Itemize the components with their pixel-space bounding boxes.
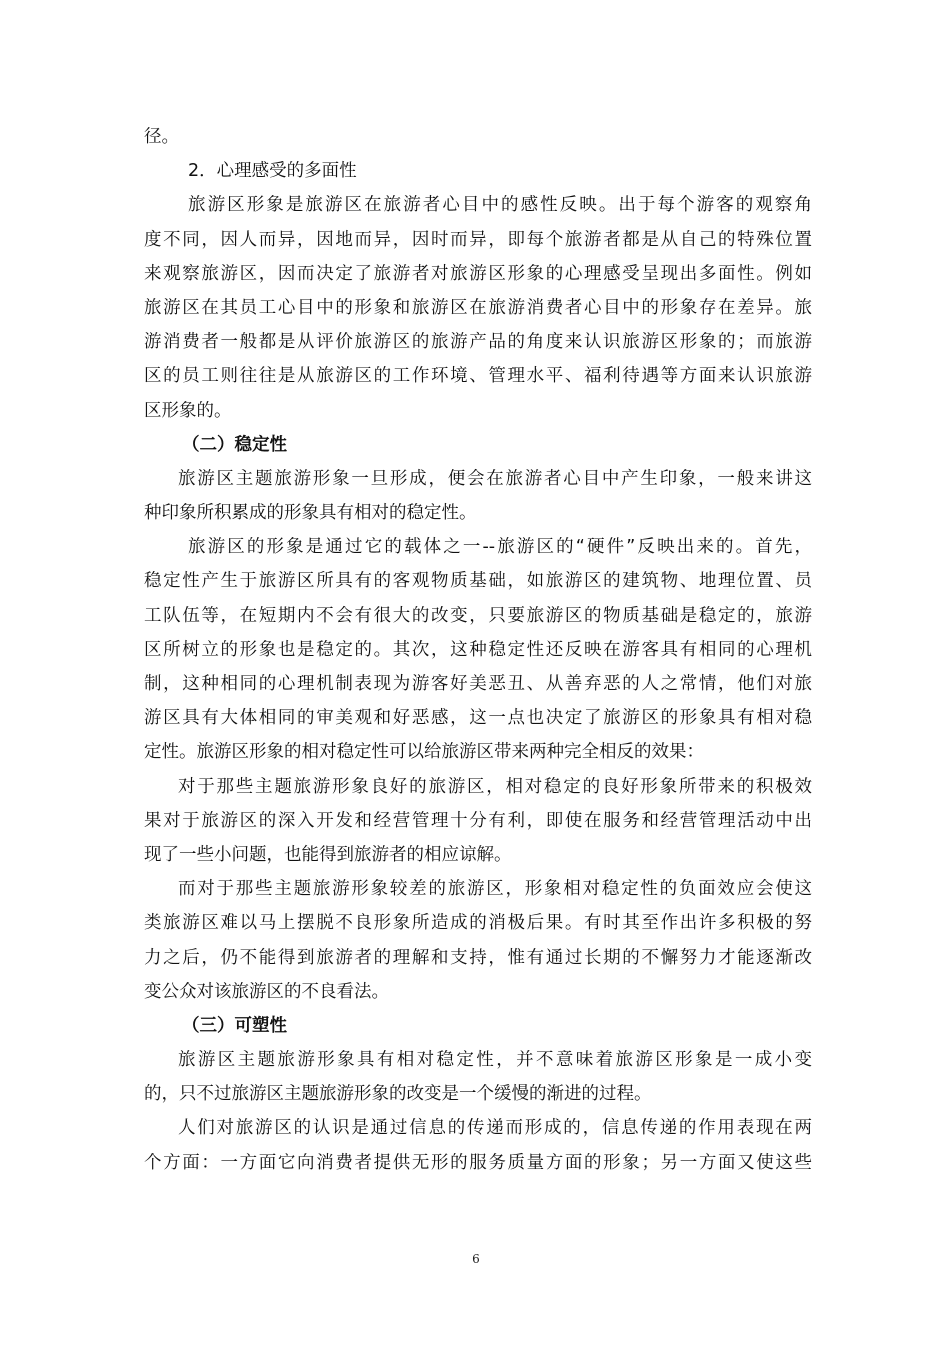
text-line: 种印象所积累成的形象具有相对的稳定性。 — [144, 503, 477, 524]
text-line: 力之后，仍不能得到旅游者的理解和支持，惟有通过长期的不懈努力才能逐渐改 — [144, 947, 812, 968]
text-line: 对于那些主题旅游形象良好的旅游区，相对稳定的良好形象所带来的积极效 — [178, 776, 812, 797]
text-line: 制，这种相同的心理机制表现为游客好美恶丑、从善弃恶的人之常情，他们对旅 — [144, 674, 812, 694]
text-line: 变公众对该旅游区的不良看法。 — [144, 981, 389, 1002]
text-line: 人们对旅游区的认识是通过信息的传递而形成的，信息传递的作用表现在两 — [178, 1118, 812, 1139]
text-line: 来观察旅游区，因而决定了旅游者对旅游区形象的心理感受呈现出多面性。例如 — [144, 263, 812, 284]
text-line: 个方面：一方面它向消费者提供无形的服务质量方面的形象；另一方面又使这些 — [144, 1152, 812, 1173]
text-line: 径。 — [144, 127, 179, 147]
text-line: 度不同，因人而异，因地而异，因时而异，即每个旅游者都是从自己的特殊位置 — [144, 229, 812, 250]
section-heading-stability: （二）稳定性 — [182, 434, 287, 455]
text-line: 的，只不过旅游区主题旅游形象的改变是一个缓慢的渐进的过程。 — [144, 1084, 652, 1105]
text-line: 果对于旅游区的深入开发和经营管理十分有利，即使在服务和经营管理活动中出 — [144, 810, 812, 831]
text-line: 旅游区主题旅游形象一旦形成，便会在旅游者心目中产生印象，一般来讲这 — [178, 468, 812, 489]
text-line: 区的员工则往往是从旅游区的工作环境、管理水平、福利待遇等方面来认识旅游 — [144, 366, 812, 387]
text-line: 游消费者一般都是从评价旅游区的旅游产品的角度来认识旅游区形象的；而旅游 — [144, 332, 812, 353]
text-line: 旅游区主题旅游形象具有相对稳定性，并不意味着旅游区形象是一成小变 — [178, 1050, 812, 1071]
text-line: 旅游区形象是旅游区在旅游者心目中的感性反映。出于每个游客的观察角 — [188, 195, 812, 216]
text-line: 游区具有大体相同的审美观和好恶感，这一点也决定了旅游区的形象具有相对稳 — [144, 708, 812, 729]
text-line: 类旅游区难以马上摆脱不良形象所造成的消极后果。有时其至作出许多积极的努 — [144, 913, 812, 934]
document-body — [144, 120, 812, 1180]
text-line: 区形象的。 — [144, 400, 232, 421]
text-line: 而对于那些主题旅游形象较差的旅游区，形象相对稳定性的负面效应会使这 — [178, 879, 812, 900]
section-heading-plasticity: （三）可塑性 — [182, 1015, 287, 1036]
text-line: 现了一些小问题，也能得到旅游者的相应谅解。 — [144, 844, 512, 865]
text-line: 定性。旅游区形象的相对稳定性可以给旅游区带来两种完全相反的效果： — [144, 742, 704, 763]
subsection-title: 2．心理感受的多面性 — [188, 161, 357, 182]
page-number: 6 — [472, 1252, 480, 1266]
text-line: 工队伍等，在短期内不会有很大的改变，只要旅游区的物质基础是稳定的，旅游 — [144, 605, 812, 626]
text-line: 稳定性产生于旅游区所具有的客观物质基础，如旅游区的建筑物、地理位置、员 — [144, 571, 812, 592]
text-line: 旅游区的形象是通过它的载体之一--旅游区的“硬件”反映出来的。首先， — [188, 537, 812, 558]
text-line: 旅游区在其员工心目中的形象和旅游区在旅游消费者心目中的形象存在差异。旅 — [144, 297, 812, 318]
text-line: 区所树立的形象也是稳定的。其次，这种稳定性还反映在游客具有相同的心理机 — [144, 639, 812, 660]
